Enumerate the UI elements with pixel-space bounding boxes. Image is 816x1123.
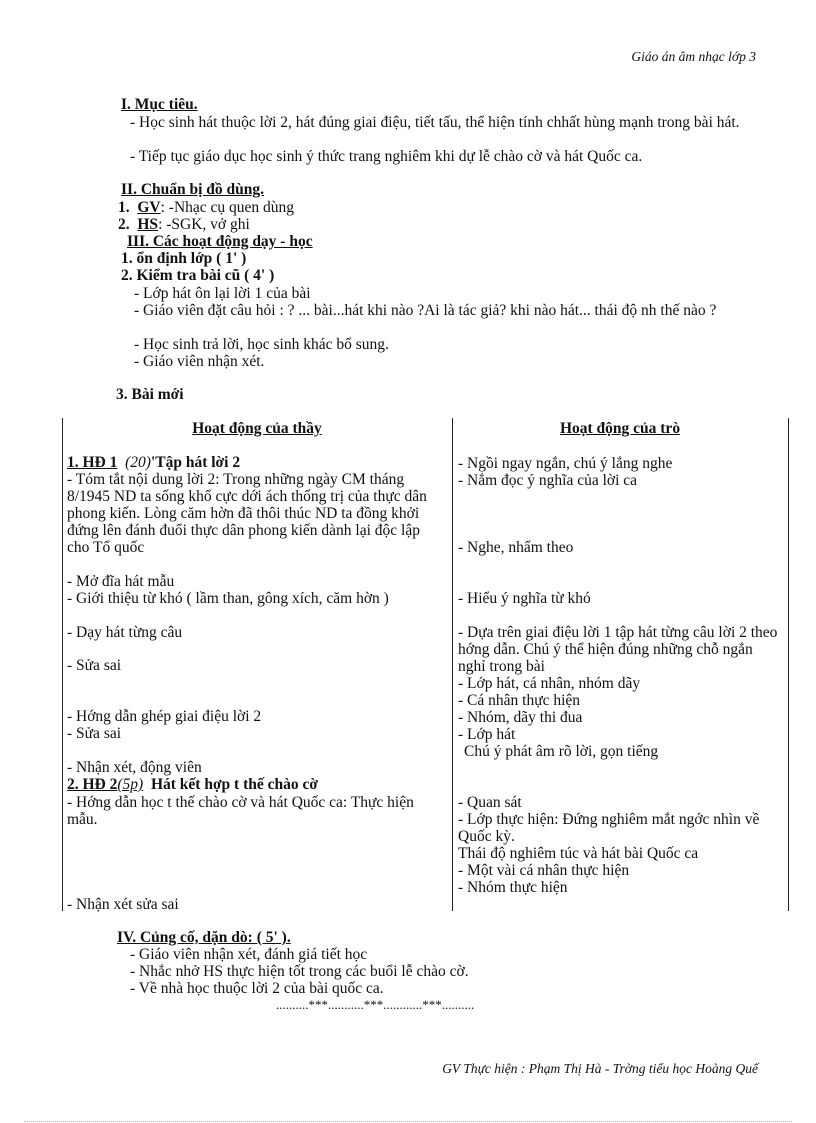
materials-student-text: : -SGK, vở ghi [158, 216, 250, 233]
section-3-title: III. Các hoạt động dạy - học [127, 233, 313, 250]
objective-2: - Tiếp tục giáo dục học sinh ý thức trang nghiêm khi dự lễ chào cờ và hát Quốc ca. [130, 148, 643, 165]
teacher-column-header: Hoạt động của thầy [192, 420, 322, 437]
student-listen: - Ngồi ngay ngắn, chú ý lắng nghe [458, 455, 673, 472]
section-4-title: IV. Củng cố, dặn dò: ( 5' ). [117, 929, 291, 946]
activity-2-time: (5p) [117, 776, 144, 793]
end-separator: ..........***...........***............***.......... [276, 997, 475, 1012]
teacher-difficult-words: - Giới thiệu từ khó ( lầm than, gông xích, căm hờn ) [67, 590, 389, 607]
materials-teacher-num: 1. [118, 199, 130, 216]
review-line-2: - Giáo viên đặt câu hỏi : ? ... bài...hát khi nào ?Ai là tác giả? khi nào hát... thái độ nh thế nào ? [134, 302, 717, 319]
materials-student-label: HS [137, 216, 159, 233]
closing-line-3: - Về nhà học thuộc lời 2 của bài quốc ca. [130, 980, 384, 997]
student-pronounce: Chú ý phát âm rõ lời, gọn tiếng [464, 743, 659, 760]
activity-1-heading [67, 454, 240, 471]
closing-line-1: - Giáo viên nhận xét, đánh giá tiết học [130, 946, 368, 963]
materials-teacher-label: GV [137, 199, 161, 216]
table-right-border [788, 418, 789, 911]
student-individual: - Cá nhân thực hiện [458, 692, 581, 709]
teacher-teach-lines: - Dạy hát từng câu [67, 624, 183, 641]
student-class-sing: - Lớp hát [458, 726, 516, 743]
teacher-correct-1: - Sửa sai [67, 657, 122, 674]
closing-line-2: - Nhắc nhở HS thực hiện tốt trong các buổi lễ chào cờ. [130, 963, 469, 980]
teacher-praise: - Nhận xét, động viên [67, 759, 202, 776]
step-3-heading: 3. Bài mới [116, 386, 184, 403]
objective-1: - Học sinh hát thuộc lời 2, hát đúng giai điệu, tiết tấu, thể hiện tính chhất hùng mạnh trong bài hát. [130, 114, 740, 131]
review-line-1: - Lớp hát ôn lại lời 1 của bài [134, 285, 311, 302]
materials-student-num: 2. [118, 216, 130, 233]
student-group-perform: - Nhóm thực hiện [458, 879, 568, 896]
step-1-heading: 1. ổn định lớp ( 1' ) [121, 250, 247, 267]
teacher-flag-salute: - Hớng dẫn học t thế chào cờ và hát Quốc ca: Thực hiện mẫu. [67, 794, 414, 828]
review-line-4: - Giáo viên nhận xét. [134, 353, 265, 370]
activity-2-heading [67, 776, 318, 793]
activity-1-title: 'Tập hát lời 2 [150, 454, 241, 471]
student-attitude: Thái độ nghiêm túc và hát bài Quốc ca [458, 845, 699, 862]
teacher-summary: - Tóm tắt nội dung lời 2: Trong những ngày CM tháng 8/1945 ND ta sống khổ cực dới ách thống trị của thực dân phong kiến. Lòng căm hờn đã thôi thúc ND ta đồng khởi đứng lên đánh đuổi thực dân phong kiến dành lại độc lập cho Tổ quốc [67, 471, 427, 556]
review-line-3: - Học sinh trả lời, học sinh khác bổ sung. [134, 336, 389, 353]
student-some-individuals: - Một vài cá nhân thực hiện [458, 862, 630, 879]
bottom-dotted-rule [24, 1121, 792, 1122]
section-1-title: I. Mục tiêu. [121, 96, 198, 113]
page-header: Giáo án âm nhạc lớp 3 [631, 49, 756, 64]
activity-1-time: (20) [125, 454, 151, 471]
step-2-heading: 2. Kiểm tra bài cũ ( 4' ) [121, 267, 275, 284]
section-2-title: II. Chuẩn bị đồ dùng. [121, 181, 265, 198]
student-hum: - Nghe, nhẩm theo [458, 539, 574, 556]
student-learn-lines: - Dựa trên giai điệu lời 1 tập hát từng câu lời 2 theo hớng dẫn. Chú ý thể hiện đúng những chỗ ngắn nghỉ trong bài [458, 624, 778, 675]
teacher-play-sample: - Mở đĩa hát mẫu [67, 573, 175, 590]
teacher-correct-2: - Sửa sai [67, 725, 122, 742]
student-observe: - Quan sát [458, 794, 522, 811]
activity-1-number: 1. HĐ 1 [67, 454, 118, 471]
materials-student [118, 216, 250, 233]
student-groups: - Lớp hát, cá nhân, nhóm dãy [458, 675, 641, 692]
student-compete: - Nhóm, dãy thi đua [458, 709, 583, 726]
activity-2-number: 2. HĐ 2 [67, 776, 118, 793]
student-words: - Hiểu ý nghĩa từ khó [458, 590, 591, 607]
table-column-divider [452, 418, 453, 911]
teacher-final-correct: - Nhận xét sửa sai [67, 896, 179, 913]
materials-teacher [118, 199, 294, 216]
teacher-combine-melody: - Hớng dẫn ghép giai điệu lời 2 [67, 708, 262, 725]
materials-teacher-text: : -Nhạc cụ quen dùng [160, 199, 295, 216]
student-column-header: Hoạt động của trò [559, 420, 681, 437]
table-left-border [62, 418, 63, 911]
student-meaning: - Nắm đọc ý nghĩa của lời ca [458, 472, 638, 489]
activity-2-title: Hát kết hợp t thế chào cờ [150, 776, 318, 793]
page-footer: GV Thực hiện : Phạm Thị Hà - Trờng tiểu học Hoàng Quế [442, 1061, 758, 1076]
student-attention: - Lớp thực hiện: Đứng nghiêm mắt ngớc nhìn về Quốc kỳ. [458, 811, 760, 845]
